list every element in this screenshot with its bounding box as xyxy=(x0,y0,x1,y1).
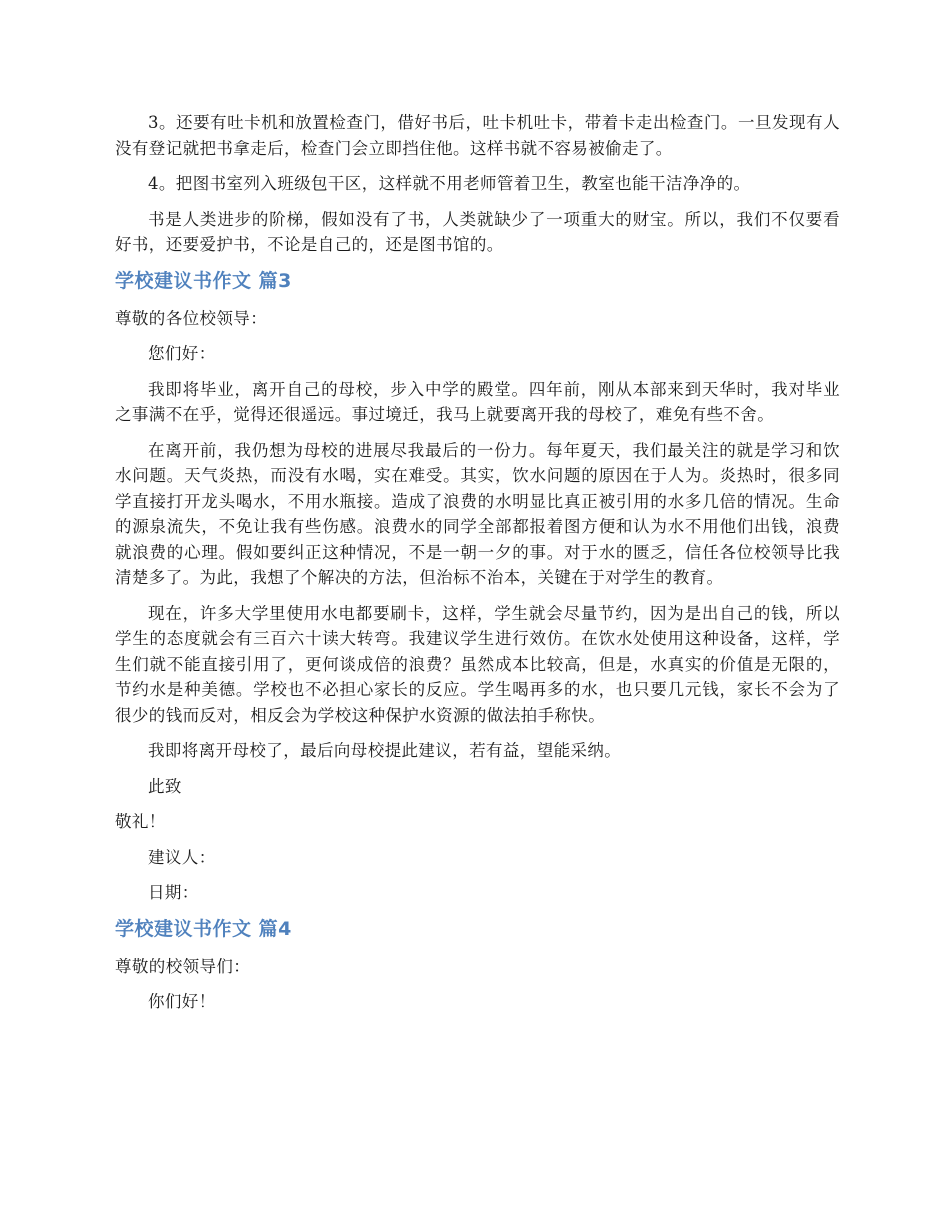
closing-line: 此致 xyxy=(148,776,182,796)
salutation: 尊敬的校领导们： xyxy=(115,956,251,976)
closing-regards: 敬礼！ xyxy=(115,812,166,831)
paragraph: 在离开前，我仍想为母校的进展尽我最后的一份力。每年夏天，我们最关注的就是学习和饮水问题。天气炎热，而没有水喝，实在难受。其实，饮水问题的原因在于人为。炎热时，很多同学直接打开龙头喝水，不用水瓶接。造成了浪费的水明显比真正被引用的水多几倍的情况。生命的源泉流失，不免让我有些伤感。浪费水的同学全部都报着图方便和认为水不用他们出钱，浪费就浪费的心理。假如要纠正这种情况，不是一朝一夕的事。对于水的匮乏，信任各位校领导比我清楚多了。为此，我想了个解决的方法，但治标不治本，关键在于对学生的教育。 xyxy=(115,440,840,587)
section-heading-4: 学校建议书作文 篇4 xyxy=(115,917,292,940)
paragraph: 现在，许多大学里使用水电都要刷卡，这样，学生就会尽量节约，因为是出自己的钱，所以学生的态度就会有三百六十读大转弯。我建议学生进行效仿。在饮水处使用这种设备，这样，学生们就不能直接引用了，更何谈成倍的浪费？虽然成本比较高，但是，水真实的价值是无限的，节约水是种美德。学校也不必担心家长的反应。学生喝再多的水，也只要几元钱，家长不会为了很少的钱而反对，相反会为学校这种保护水资源的做法拍手称快。 xyxy=(115,603,840,725)
paragraph: 书是人类进步的阶梯，假如没有了书，人类就缺少了一项重大的财宝。所以，我们不仅要看好书，还要爱护书，不论是自己的，还是图书馆的。 xyxy=(115,209,840,254)
document-body xyxy=(115,110,840,1025)
paragraph: 4。把图书室列入班级包干区，这样就不用老师管着卫生，教室也能干洁净净的。 xyxy=(148,174,751,193)
paragraph: 我即将毕业，离开自己的母校，步入中学的殿堂。四年前，刚从本部来到天华时，我对毕业之事满不在乎，觉得还很遥远。事过境迁，我马上就要离开我的母校了，难免有些不舍。 xyxy=(115,379,840,424)
greeting: 您们好： xyxy=(148,344,216,363)
paragraph: 3。还要有吐卡机和放置检查门，借好书后，吐卡机吐卡，带着卡走出检查门。一旦发现有人没有登记就把书拿走后，检查门会立即挡住他。这样书就不容易被偷走了。 xyxy=(115,113,840,158)
date-label: 日期： xyxy=(148,883,199,902)
salutation: 尊敬的各位校领导： xyxy=(115,308,268,328)
greeting: 你们好！ xyxy=(148,992,216,1011)
proposer-label: 建议人： xyxy=(148,847,216,867)
section-heading-3: 学校建议书作文 篇3 xyxy=(115,269,292,292)
paragraph: 我即将离开母校了，最后向母校提此建议，若有益，望能采纳。 xyxy=(148,741,622,760)
